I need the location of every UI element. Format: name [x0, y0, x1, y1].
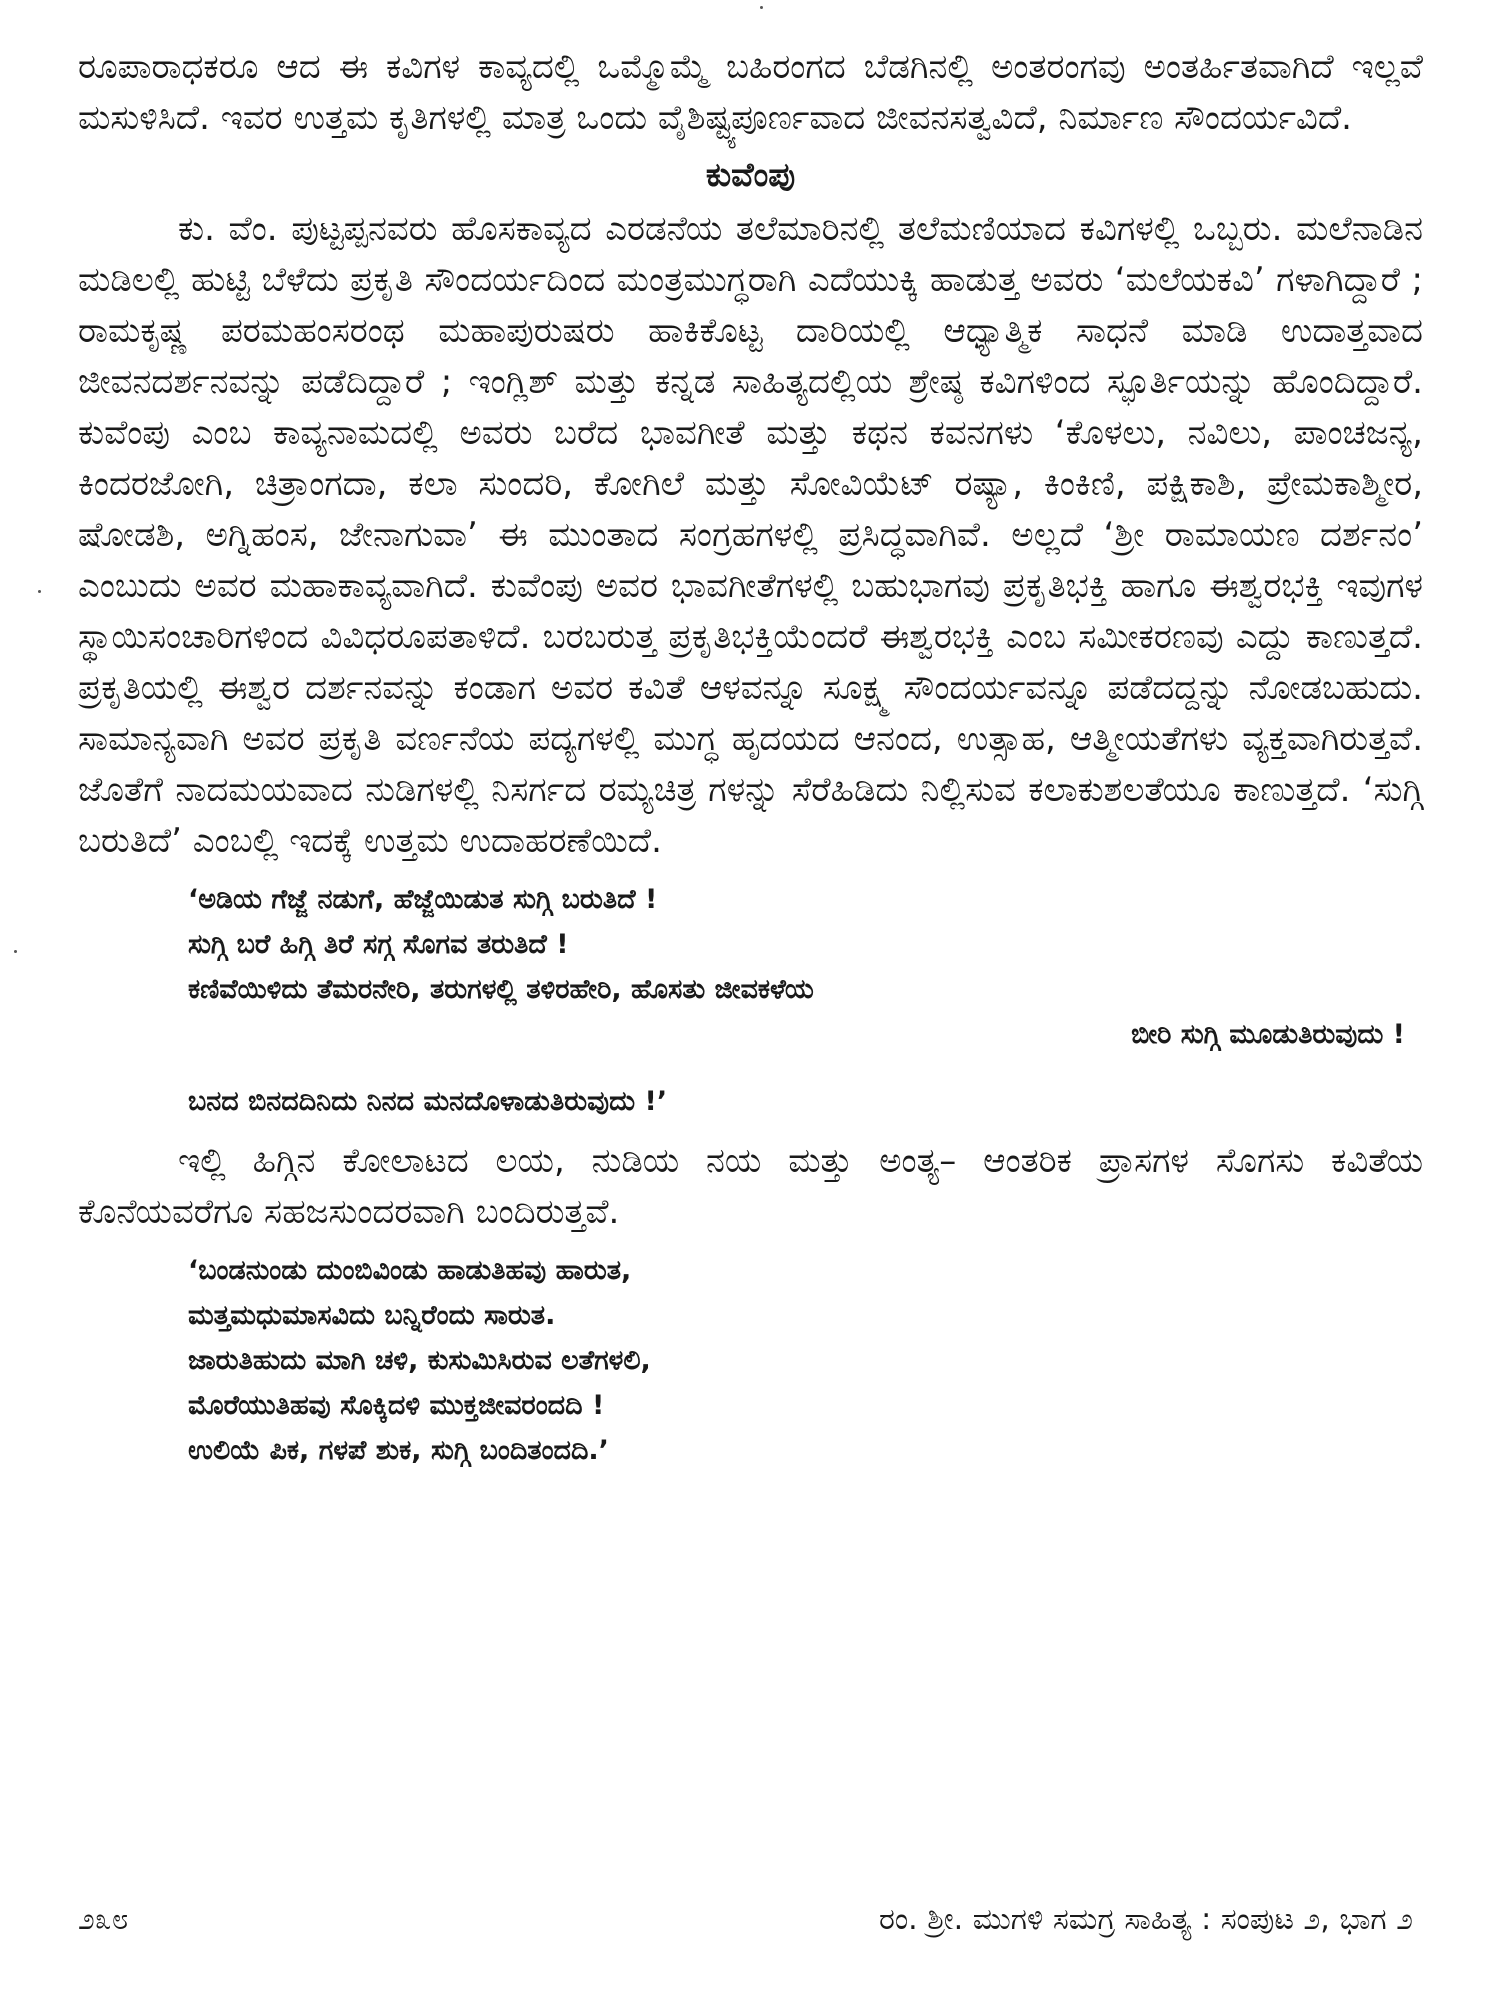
poem-line: ಮತ್ತಮಧುಮಾಸವಿದು ಬನ್ನಿರೆಂದು ಸಾರುತ. — [188, 1300, 556, 1331]
poem-line: ಸುಗ್ಗಿ ಬರೆ ಹಿಗ್ಗಿ ತಿರೆ ಸಗ್ಗ ಸೊಗವ ತರುತಿದೆ ! — [188, 929, 569, 960]
poem-excerpt-suggi — [188, 877, 1423, 1124]
book-page — [78, 42, 1423, 1962]
poem-line: ‘ಅಡಿಯ ಗೆಜ್ಜೆ ನಡುಗೆ, ಹೆಜ್ಜೆಯಿಡುತ ಸುಗ್ಗಿ ಬರುತಿದೆ ! — [188, 884, 658, 915]
poem-line: ಬನದ ಬಿನದದಿನಿದು ನಿನದ ಮನದೊಳಾಡುತಿರುವುದು !’ — [188, 1086, 668, 1117]
scan-speck — [760, 6, 763, 9]
kuvempu-paragraph: ಕು. ವೆಂ. ಪುಟ್ಟಪ್ಪನವರು ಹೊಸಕಾವ್ಯದ ಎರಡನೆಯ ತಲೆಮಾರಿನಲ್ಲಿ ತಲೆಮಣಿಯಾದ ಕವಿಗಳಲ್ಲಿ ಒಬ್ಬರು. ಮಲೆನಾಡಿನ ಮಡಿಲಲ್ಲಿ ಹುಟ್ಟಿ ಬೆಳೆದು ಪ್ರಕೃತಿ ಸೌಂದರ್ಯದಿಂದ ಮಂತ್ರಮುಗ್ಧರಾಗಿ ಎದೆಯುಕ್ಕಿ ಹಾಡುತ್ತ ಅವರು ‘ಮಲೆಯಕವಿ’ ಗಳಾಗಿದ್ದಾರೆ ; ರಾಮಕೃಷ್ಣ ಪರಮಹಂಸರಂಥ ಮಹಾಪುರುಷರು ಹಾಕಿಕೊಟ್ಟ ದಾರಿಯಲ್ಲಿ ಆಧ್ಯಾತ್ಮಿಕ ಸಾಧನೆ ಮಾಡಿ ಉದಾತ್ತವಾದ ಜೀವನದರ್ಶನವನ್ನು ಪಡೆದಿದ್ದಾರೆ ; ಇಂಗ್ಲಿಶ್ ಮತ್ತು ಕನ್ನಡ ಸಾಹಿತ್ಯದಲ್ಲಿಯ ಶ್ರೇಷ್ಠ ಕವಿಗಳಿಂದ ಸ್ಫೂರ್ತಿಯನ್ನು ಹೊಂದಿದ್ದಾರೆ. ಕುವೆಂಪು ಎಂಬ ಕಾವ್ಯನಾಮದಲ್ಲಿ ಅವರು ಬರೆದ ಭಾವಗೀತೆ ಮತ್ತು ಕಥನ ಕವನಗಳು ‘ಕೊಳಲು, ನವಿಲು, ಪಾಂಚಜನ್ಯ, ಕಿಂದರಜೋಗಿ, ಚಿತ್ರಾಂಗದಾ, ಕಲಾ ಸುಂದರಿ, ಕೋಗಿಲೆ ಮತ್ತು ಸೋವಿಯೆಟ್ ರಷ್ಯಾ, ಕಿಂಕಿಣಿ, ಪಕ್ಷಿಕಾಶಿ, ಪ್ರೇಮಕಾಶ್ಮೀರ, ಷೋಡಶಿ, ಅಗ್ನಿಹಂಸ, ಜೇನಾಗುವಾ’ ಈ ಮುಂತಾದ ಸಂಗ್ರಹಗಳಲ್ಲಿ ಪ್ರಸಿದ್ಧವಾಗಿವೆ. ಅಲ್ಲದೆ ‘ಶ್ರೀ ರಾಮಾಯಣ ದರ್ಶನಂ’ ಎಂಬುದು ಅವರ ಮಹಾಕಾವ್ಯವಾಗಿದೆ. ಕುವೆಂಪು ಅವರ ಭಾವಗೀತೆಗಳಲ್ಲಿ ಬಹುಭಾಗವು ಪ್ರಕೃತಿಭಕ್ತಿ ಹಾಗೂ ಈಶ್ವರಭಕ್ತಿ ಇವುಗಳ ಸ್ಥಾಯಿಸಂಚಾರಿಗಳಿಂದ ವಿವಿಧರೂಪತಾಳಿದೆ. ಬರಬರುತ್ತ ಪ್ರಕೃತಿಭಕ್ತಿಯೆಂದರೆ ಈಶ್ವರಭಕ್ತಿ ಎಂಬ ಸಮೀಕರಣವು ಎದ್ದು ಕಾಣುತ್ತದೆ. ಪ್ರಕೃತಿಯಲ್ಲಿ ಈಶ್ವರ ದರ್ಶನವನ್ನು ಕಂಡಾಗ ಅವರ ಕವಿತೆ ಆಳವನ್ನೂ ಸೂಕ್ಷ್ಮ ಸೌಂದರ್ಯವನ್ನೂ ಪಡೆದದ್ದನ್ನು ನೋಡಬಹುದು. ಸಾಮಾನ್ಯವಾಗಿ ಅವರ ಪ್ರಕೃತಿ ವರ್ಣನೆಯ ಪದ್ಯಗಳಲ್ಲಿ ಮುಗ್ಧ ಹೃದಯದ ಆನಂದ, ಉತ್ಸಾಹ, ಆತ್ಮೀಯತೆಗಳು ವ್ಯಕ್ತವಾಗಿರುತ್ತವೆ. ಜೊತೆಗೆ ನಾದಮಯವಾದ ನುಡಿಗಳಲ್ಲಿ ನಿಸರ್ಗದ ರಮ್ಯಚಿತ್ರ ಗಳನ್ನು ಸೆರೆಹಿಡಿದು ನಿಲ್ಲಿಸುವ ಕಲಾಕುಶಲತೆಯೂ ಕಾಣುತ್ತದೆ. ‘ಸುಗ್ಗಿ ಬರುತಿದೆ’ ಎಂಬಲ್ಲಿ ಇದಕ್ಕೆ ಉತ್ತಮ ಉದಾಹರಣೆಯಿದೆ. — [78, 209, 1423, 861]
poem-line: ಮೊರೆಯುತಿಹವು ಸೊಕ್ಕಿದಳಿ ಮುಕ್ತಜೀವರಂದದಿ ! — [188, 1390, 605, 1421]
poem-excerpt-bandanundu — [188, 1248, 1423, 1473]
opening-paragraph: ರೂಪಾರಾಧಕರೂ ಆದ ಈ ಕವಿಗಳ ಕಾವ್ಯದಲ್ಲಿ ಒಮ್ಮೊಮ್ಮೆ ಬಹಿರಂಗದ ಬೆಡಗಿನಲ್ಲಿ ಅಂತರಂಗವು ಅಂತರ್ಹಿತವಾಗಿದೆ ಇಲ್ಲವೆ ಮಸುಳಿಸಿದೆ. ಇವರ ಉತ್ತಮ ಕೃತಿಗಳಲ್ಲಿ ಮಾತ್ರ ಒಂದು ವೈಶಿಷ್ಟ್ಯಪೂರ್ಣವಾದ ಜೀವನಸತ್ವವಿದೆ, ನಿರ್ಮಾಣ ಸೌಂದರ್ಯವಿದೆ. — [78, 47, 1423, 138]
scan-speck — [14, 950, 17, 953]
poem-line: ಜಾರುತಿಹುದು ಮಾಗಿ ಚಳಿ, ಕುಸುಮಿಸಿರುವ ಲತೆಗಳಲಿ, — [188, 1345, 651, 1376]
scan-speck — [38, 590, 41, 593]
middle-paragraph: ಇಲ್ಲಿ ಹಿಗ್ಗಿನ ಕೋಲಾಟದ ಲಯ, ನುಡಿಯ ನಯ ಮತ್ತು ಅಂತ್ಯ– ಆಂತರಿಕ ಪ್ರಾಸಗಳ ಸೊಗಸು ಕವಿತೆಯ ಕೊನೆಯವರೆಗೂ ಸಹಜಸುಂದರವಾಗಿ ಬಂದಿರುತ್ತವೆ. — [78, 1141, 1423, 1232]
poem-line: ‘ಬಂಡನುಂಡು ದುಂಬಿವಿಂಡು ಹಾಡುತಿಹವು ಹಾರುತ, — [188, 1255, 632, 1286]
page-footer — [78, 1900, 1423, 1940]
poem-line: ಕಣಿವೆಯಿಳಿದು ತೆಮರನೇರಿ, ತರುಗಳಲ್ಲಿ ತಳಿರಹೇರಿ, ಹೊಸತು ಜೀವಕಳೆಯ — [188, 974, 814, 1005]
book-reference: ರಂ. ಶ್ರೀ. ಮುಗಳಿ ಸಮಗ್ರ ಸಾಹಿತ್ಯ : ಸಂಪುಟ ೨, ಭಾಗ ೨ — [878, 1902, 1413, 1937]
poem-line: ಬೀರಿ ಸುಗ್ಗಿ ಮೂಡುತಿರುವುದು ! — [1131, 1019, 1405, 1050]
page-number: ೨೩೮ — [78, 1902, 129, 1937]
poem-line: ಉಲಿಯೆ ಪಿಕ, ಗಳಪೆ ಶುಕ, ಸುಗ್ಗಿ ಬಂದಿತಂದದಿ.’ — [188, 1435, 609, 1466]
section-heading: ಕುವೆಂಪು — [705, 155, 796, 194]
